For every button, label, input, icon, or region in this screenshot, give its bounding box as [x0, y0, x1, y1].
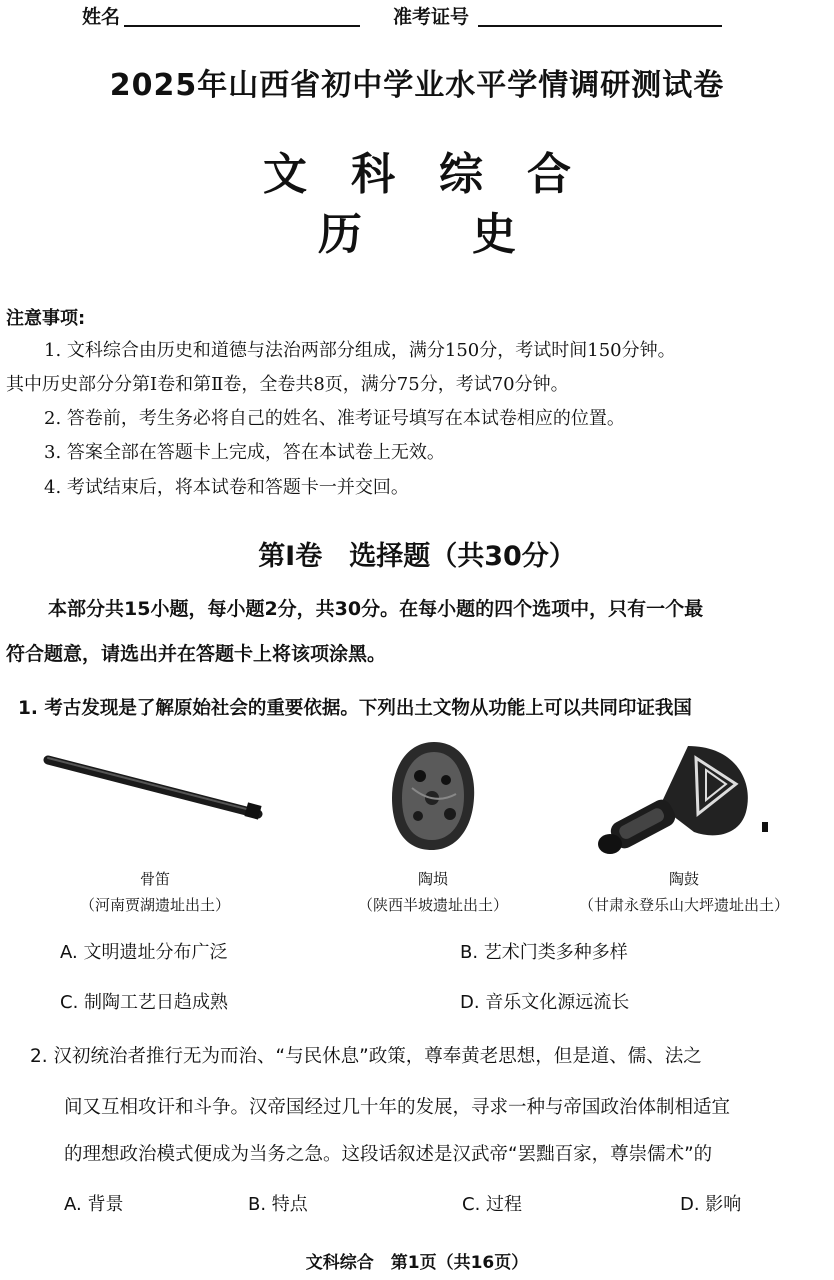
- sub-subject-title: 历史: [318, 209, 626, 260]
- section-intro-cont: 符合题意，请选出并在答题卡上将该项涂黑。: [6, 643, 387, 665]
- pottery-xun-icon: [384, 736, 484, 856]
- artifact-source-bone-flute: （河南贾湖遗址出土）: [79, 896, 230, 914]
- note-item: 其中历史部分分第Ⅰ卷和第Ⅱ卷，全卷共8页，满分75分，考试70分钟。: [6, 374, 569, 395]
- section-title: 第Ⅰ卷 选择题（共30分）: [258, 541, 576, 572]
- pottery-drum-icon: [596, 736, 776, 860]
- option-b[interactable]: B. 艺术门类多种多样: [460, 942, 628, 963]
- notes-heading: 注意事项:: [6, 308, 86, 329]
- option-a[interactable]: A. 文明遗址分布广泛: [60, 942, 228, 963]
- note-item: 3. 答案全部在答题卡上完成，答在本试卷上无效。: [44, 442, 445, 463]
- artifact-name-pottery-xun: 陶埙: [417, 870, 448, 888]
- name-label: 姓名: [82, 6, 121, 28]
- artifact-name-bone-flute: 骨笛: [139, 870, 170, 888]
- exam-number-field-line[interactable]: [478, 25, 722, 27]
- question-2-stem: 2. 汉初统治者推行无为而治、“与民休息”政策，尊奉黄老思想，但是道、儒、法之: [30, 1046, 702, 1067]
- note-item: 4. 考试结束后，将本试卷和答题卡一并交回。: [44, 477, 409, 498]
- artifact-source-pottery-xun: （陕西半坡遗址出土）: [357, 896, 508, 914]
- note-item: 2. 答卷前，考生务必将自己的姓名、准考证号填写在本试卷相应的位置。: [44, 408, 625, 429]
- option-c[interactable]: C. 过程: [462, 1194, 523, 1215]
- option-c[interactable]: C. 制陶工艺日趋成熟: [60, 992, 229, 1013]
- note-item: 1. 文科综合由历史和道德与法治两部分组成，满分150分，考试时间150分钟。: [44, 340, 676, 361]
- question-2-stem-cont: 间又互相攻讦和斗争。汉帝国经过几十年的发展，寻求一种与帝国政治体制相适宜: [64, 1097, 731, 1118]
- artifact-name-pottery-drum: 陶鼓: [668, 870, 699, 888]
- question-2-stem-cont: 的理想政治模式便成为当务之急。这段话叙述是汉武帝“罢黜百家，尊崇儒术”的: [64, 1144, 713, 1165]
- artifact-source-pottery-drum: （甘肃永登乐山大坪遗址出土）: [578, 896, 789, 914]
- page-footer: 文科综合 第1页（共16页）: [305, 1253, 529, 1273]
- exam-title: 2025年山西省初中学业水平学情调研测试卷: [109, 68, 725, 103]
- bone-flute-icon: [40, 748, 266, 824]
- option-b[interactable]: B. 特点: [248, 1194, 308, 1215]
- option-a[interactable]: A. 背景: [64, 1194, 124, 1215]
- name-field-line[interactable]: [124, 25, 360, 27]
- subject-title: 文科综合: [263, 149, 615, 200]
- section-intro: 本部分共15小题，每小题2分，共30分。在每小题的四个选项中，只有一个最: [48, 598, 704, 620]
- option-d[interactable]: D. 音乐文化源远流长: [460, 992, 630, 1013]
- exam-number-label: 准考证号: [393, 6, 470, 28]
- option-d[interactable]: D. 影响: [680, 1194, 742, 1215]
- question-1-stem: 1. 考古发现是了解原始社会的重要依据。下列出土文物从功能上可以共同印证我国: [18, 698, 692, 719]
